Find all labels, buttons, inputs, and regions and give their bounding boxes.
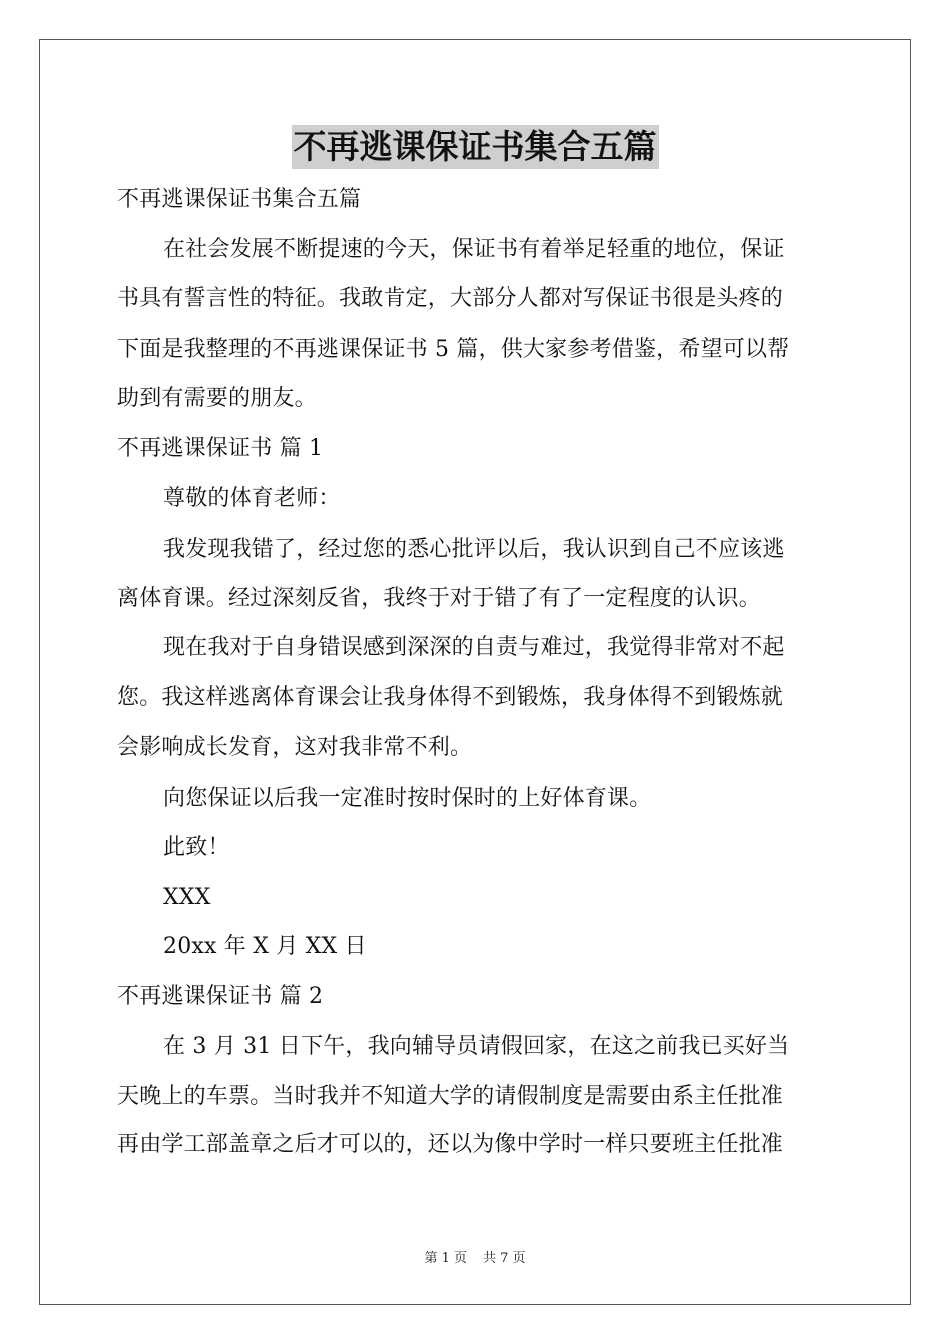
page-total: 共 7 页 <box>483 1251 526 1266</box>
text-line: 尊敬的体育老师： <box>163 486 341 511</box>
page-border <box>39 39 911 1305</box>
document-title: 不再逃课保证书集合五篇 <box>292 125 659 169</box>
text-line: 向您保证以后我一定准时按时保时的上好体育课。 <box>163 786 652 811</box>
text-line: 在 3 月 31 日下午，我向辅导员请假回家，在这之前我已买好当 <box>163 1034 790 1059</box>
text-line: 天晚上的车票。当时我并不知道大学的请假制度是需要由系主任批准 <box>117 1084 784 1109</box>
text-line: 在社会发展不断提速的今天，保证书有着举足轻重的地位，保证 <box>163 237 785 262</box>
text-line: 书具有誓言性的特征。我敢肯定，大部分人都对写保证书很是头疼的 <box>117 286 784 311</box>
text-line: 下面是我整理的不再逃课保证书 5 篇，供大家参考借鉴，希望可以帮 <box>117 337 790 362</box>
page-number: 第 1 页 <box>424 1251 467 1266</box>
text-line: XXX <box>163 885 211 910</box>
text-line: 我发现我错了，经过您的悉心批评以后，我认识到自己不应该逃 <box>163 537 785 562</box>
title-container <box>0 125 950 169</box>
text-line: 会影响成长发育，这对我非常不利。 <box>117 735 473 760</box>
text-line: 您。我这样逃离体育课会让我身体得不到锻炼，我身体得不到锻炼就 <box>117 685 784 710</box>
section-heading: 不再逃课保证书 篇 1 <box>117 436 324 461</box>
text-line: 离体育课。经过深刻反省，我终于对于错了有了一定程度的认识。 <box>117 586 761 611</box>
text-line: 20xx 年 X 月 XX 日 <box>163 934 367 959</box>
text-line: 现在我对于自身错误感到深深的自责与难过，我觉得非常对不起 <box>163 635 785 660</box>
page-footer <box>0 1247 950 1266</box>
text-line: 此致！ <box>163 835 230 860</box>
section-heading: 不再逃课保证书 篇 2 <box>117 984 324 1009</box>
text-line: 助到有需要的朋友。 <box>117 386 317 411</box>
text-line: 不再逃课保证书集合五篇 <box>117 187 362 212</box>
text-line: 再由学工部盖章之后才可以的，还以为像中学时一样只要班主任批准 <box>117 1132 784 1157</box>
